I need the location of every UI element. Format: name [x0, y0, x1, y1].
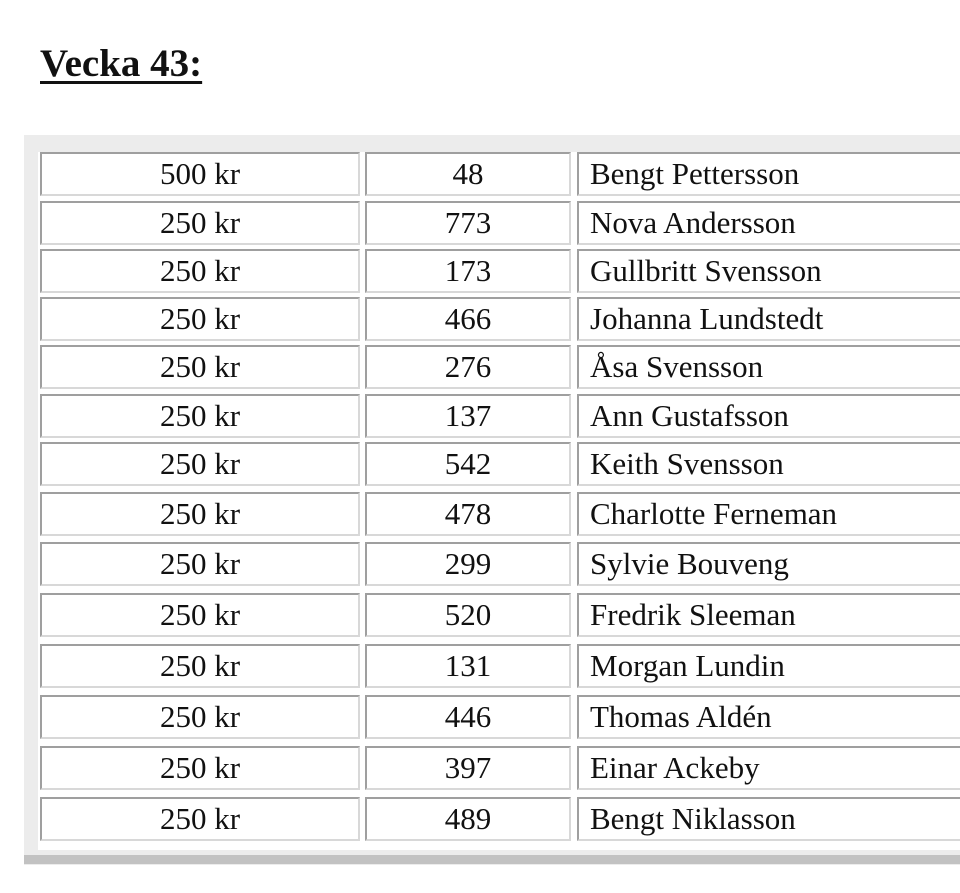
winner-name-cell: Johanna Lundstedt	[577, 297, 960, 341]
ticket-number-cell: 173	[365, 249, 571, 293]
ticket-number-cell: 299	[365, 542, 571, 586]
amount-cell: 250 kr	[40, 442, 360, 486]
amount-cell: 250 kr	[40, 249, 360, 293]
winner-name-cell: Morgan Lundin	[577, 644, 960, 688]
amount-cell: 250 kr	[40, 201, 360, 245]
ticket-number-cell: 478	[365, 492, 571, 536]
amount-cell: 250 kr	[40, 297, 360, 341]
table-row	[38, 542, 960, 588]
winners-table	[38, 152, 960, 850]
table-row	[38, 152, 960, 198]
table-row	[38, 249, 960, 295]
ticket-number-cell: 520	[365, 593, 571, 637]
table-row	[38, 394, 960, 440]
ticket-number-cell: 137	[365, 394, 571, 438]
page-heading: Vecka 43:	[40, 42, 203, 85]
ticket-number-cell: 446	[365, 695, 571, 739]
winner-name-cell: Einar Ackeby	[577, 746, 960, 790]
winner-name-cell: Fredrik Sleeman	[577, 593, 960, 637]
table-row	[38, 644, 960, 690]
winner-name-cell: Charlotte Ferneman	[577, 492, 960, 536]
ticket-number-cell: 773	[365, 201, 571, 245]
winner-name-cell: Bengt Niklasson	[577, 797, 960, 841]
table-row	[38, 442, 960, 488]
table-row	[38, 746, 960, 792]
ticket-number-cell: 542	[365, 442, 571, 486]
winner-name-cell: Bengt Pettersson	[577, 152, 960, 196]
ticket-number-cell: 397	[365, 746, 571, 790]
ticket-number-cell: 48	[365, 152, 571, 196]
winner-name-cell: Gullbritt Svensson	[577, 249, 960, 293]
amount-cell: 250 kr	[40, 593, 360, 637]
table-row	[38, 345, 960, 391]
table-row	[38, 201, 960, 247]
table-row	[38, 492, 960, 538]
ticket-number-cell: 131	[365, 644, 571, 688]
amount-cell: 250 kr	[40, 394, 360, 438]
table-row	[38, 695, 960, 741]
winner-name-cell: Ann Gustafsson	[577, 394, 960, 438]
amount-cell: 250 kr	[40, 542, 360, 586]
amount-cell: 250 kr	[40, 644, 360, 688]
ticket-number-cell: 489	[365, 797, 571, 841]
amount-cell: 250 kr	[40, 797, 360, 841]
winner-name-cell: Nova Andersson	[577, 201, 960, 245]
winner-name-cell: Sylvie Bouveng	[577, 542, 960, 586]
table-row	[38, 797, 960, 843]
amount-cell: 250 kr	[40, 695, 360, 739]
winner-name-cell: Åsa Svensson	[577, 345, 960, 389]
ticket-number-cell: 276	[365, 345, 571, 389]
winner-name-cell: Keith Svensson	[577, 442, 960, 486]
amount-cell: 250 kr	[40, 746, 360, 790]
table-row	[38, 297, 960, 343]
ticket-number-cell: 466	[365, 297, 571, 341]
table-row	[38, 593, 960, 639]
amount-cell: 250 kr	[40, 492, 360, 536]
amount-cell: 250 kr	[40, 345, 360, 389]
table-frame-bottom-edge	[24, 855, 960, 864]
winner-name-cell: Thomas Aldén	[577, 695, 960, 739]
amount-cell: 500 kr	[40, 152, 360, 196]
